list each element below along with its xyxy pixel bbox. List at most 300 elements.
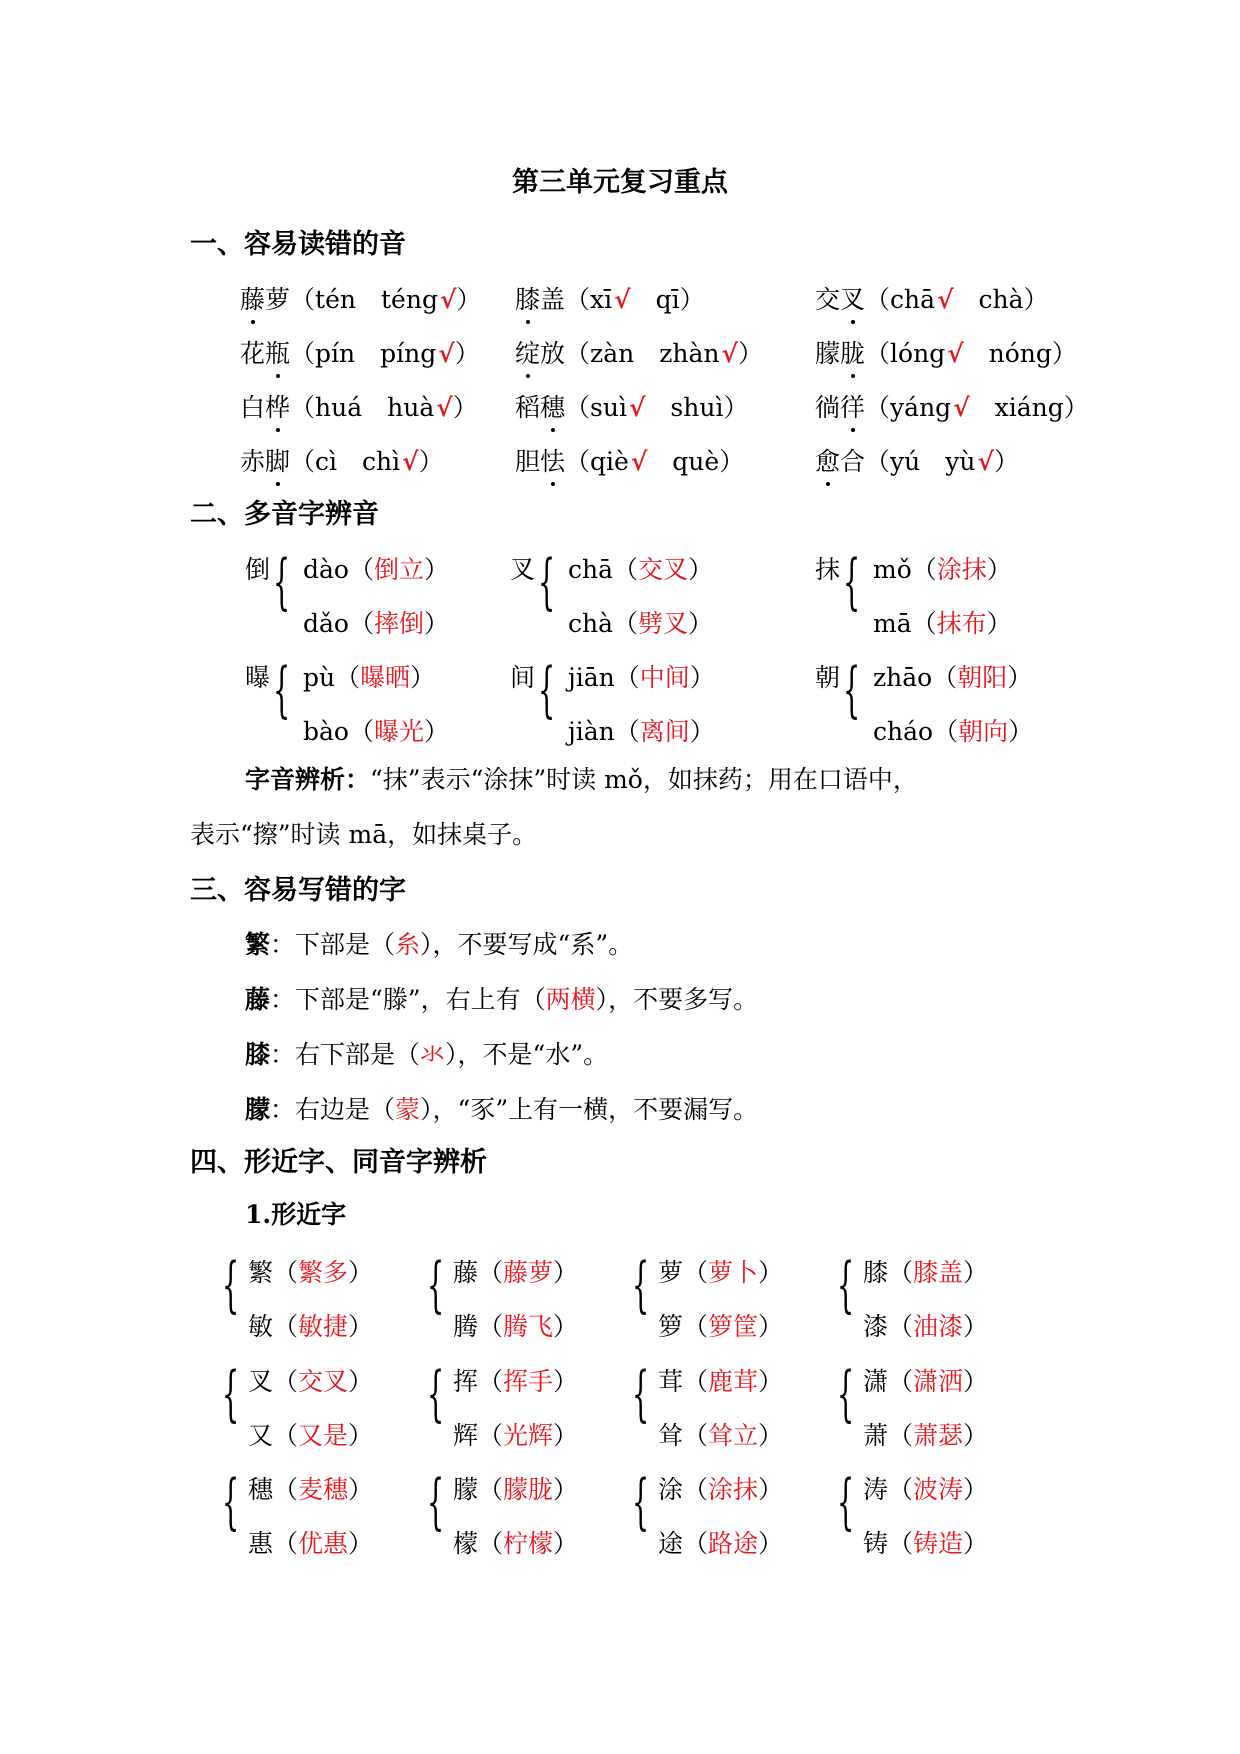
pron-char-2: 胧 <box>840 334 865 370</box>
paren-close: ） <box>688 609 714 638</box>
similar-entry <box>658 1362 783 1398</box>
miswritten-answer: 两横 <box>545 985 596 1014</box>
paren-open: （ <box>933 717 959 746</box>
pron-char-2: 瓶 <box>265 334 290 370</box>
pron-option-2: què <box>672 447 720 476</box>
paren-open: （ <box>348 717 374 746</box>
brace-icon: { <box>632 1359 650 1429</box>
paren-open: （ <box>478 1475 504 1504</box>
similar-entry <box>658 1416 783 1452</box>
paren-close: ） <box>348 1475 374 1504</box>
reading-word: 离间 <box>639 717 690 746</box>
brace-icon: { <box>632 1250 650 1320</box>
reading-word: 交叉 <box>638 555 689 584</box>
brace-icon: { <box>837 1250 855 1320</box>
paren-close: ） <box>454 339 480 368</box>
polyphone-reading <box>873 550 1012 586</box>
paren-open: （ <box>888 1258 914 1287</box>
paren-open: （ <box>613 555 639 584</box>
reading-pinyin: cháo <box>873 717 934 746</box>
similar-entry <box>248 1524 373 1560</box>
spacer <box>362 393 387 422</box>
similar-entry <box>658 1524 783 1560</box>
reading-word: 朝向 <box>958 717 1009 746</box>
similar-char: 腾 <box>453 1312 479 1341</box>
pron-option-1: xī <box>590 285 613 314</box>
brace-icon: { <box>837 1359 855 1429</box>
pron-char-1: 膝 <box>515 280 540 316</box>
similar-char: 惠 <box>248 1529 274 1558</box>
paren-open: （ <box>273 1529 299 1558</box>
similar-char: 漆 <box>863 1312 889 1341</box>
miswritten-text-post: ），不是“水”。 <box>445 1040 609 1069</box>
check-icon: √ <box>953 393 970 422</box>
pron-char-1: 白 <box>240 393 266 422</box>
paren-open: （ <box>614 717 640 746</box>
pron-char-1: 绽 <box>515 334 540 370</box>
similar-char: 又 <box>248 1421 274 1450</box>
similar-char: 叉 <box>248 1367 274 1396</box>
paren-close: ） <box>348 1312 374 1341</box>
paren-open: （ <box>888 1367 914 1396</box>
paren-open: （ <box>273 1367 299 1396</box>
similar-char: 藤 <box>453 1258 479 1287</box>
paren-close: ） <box>963 1475 989 1504</box>
pron-char-2: 穗 <box>540 388 565 424</box>
paren-close: ） <box>986 609 1012 638</box>
paren-close: ） <box>553 1529 579 1558</box>
paren-close: ） <box>1008 717 1034 746</box>
paren-close: ） <box>758 1258 784 1287</box>
brace-icon: { <box>222 1467 240 1537</box>
reading-pinyin: bào <box>303 717 349 746</box>
section-heading-3: 三、容易写错的字 <box>190 875 406 906</box>
reading-word: 朝阳 <box>957 663 1008 692</box>
paren-open: （ <box>932 663 958 692</box>
pron-option-1: zàn <box>590 339 635 368</box>
pron-option-2: shuì <box>670 393 724 422</box>
polyphone-reading <box>568 604 713 640</box>
miswritten-text-pre: ：右下部是（ <box>270 1040 421 1069</box>
paren-close: ） <box>452 393 478 422</box>
similar-char: 萝 <box>658 1258 684 1287</box>
similar-entry <box>863 1362 988 1398</box>
pron-item <box>515 442 744 478</box>
pron-char-1: 胆 <box>515 447 541 476</box>
similar-char: 涛 <box>863 1475 889 1504</box>
paren-open: （ <box>565 447 591 476</box>
pron-item <box>240 334 480 370</box>
similar-word: 箩筐 <box>708 1312 759 1341</box>
paren-close: ） <box>348 1258 374 1287</box>
pron-item <box>240 442 444 478</box>
similar-entry <box>863 1253 988 1289</box>
similar-entry <box>453 1362 578 1398</box>
similar-word: 腾飞 <box>503 1312 554 1341</box>
paren-close: ） <box>424 609 450 638</box>
paren-open: （ <box>865 285 891 314</box>
brace-icon: { <box>843 655 861 725</box>
miswritten-answer: 蒙 <box>395 1095 421 1124</box>
miswritten-item <box>245 1090 758 1126</box>
similar-char: 檬 <box>453 1529 479 1558</box>
miswritten-item <box>245 1035 608 1071</box>
paren-close: ） <box>553 1312 579 1341</box>
paren-close: ） <box>418 447 444 476</box>
similar-entry <box>248 1416 373 1452</box>
similar-char: 涂 <box>658 1475 684 1504</box>
polyphone-char: 朝 <box>815 663 841 692</box>
paren-open: （ <box>865 393 891 422</box>
similar-char: 繁 <box>248 1258 274 1287</box>
paren-open: （ <box>348 609 374 638</box>
paren-close: ） <box>1023 285 1049 314</box>
polyphone-char: 叉 <box>510 555 536 584</box>
similar-char: 潇 <box>863 1367 889 1396</box>
paren-close: ） <box>410 663 436 692</box>
pron-option-2: qī <box>655 285 680 314</box>
similar-word: 繁多 <box>298 1258 349 1287</box>
paren-open: （ <box>888 1475 914 1504</box>
similar-char: 茸 <box>658 1367 684 1396</box>
polyphone-reading <box>303 712 449 748</box>
spacer <box>355 339 380 368</box>
paren-close: ） <box>348 1529 374 1558</box>
similar-word: 柠檬 <box>503 1529 554 1558</box>
pron-char-2: 桦 <box>265 388 290 424</box>
reading-pinyin: dào <box>303 555 349 584</box>
pron-char-2: 盖 <box>540 285 566 314</box>
reading-word: 中间 <box>639 663 690 692</box>
paren-open: （ <box>273 1312 299 1341</box>
polyphone-char: 间 <box>510 663 536 692</box>
pron-char-2: 叉 <box>840 280 865 316</box>
paren-close: ） <box>758 1529 784 1558</box>
check-icon: √ <box>947 339 964 368</box>
pron-item <box>815 280 1049 316</box>
paren-open: （ <box>865 447 891 476</box>
paren-open: （ <box>335 663 361 692</box>
paren-close: ） <box>1063 393 1089 422</box>
paren-close: ） <box>963 1312 989 1341</box>
similar-char: 朦 <box>453 1475 479 1504</box>
paren-open: （ <box>683 1258 709 1287</box>
pron-option-1: chā <box>890 285 936 314</box>
pron-option-2: zhàn <box>659 339 720 368</box>
reading-pinyin: pù <box>303 663 336 692</box>
similar-char: 途 <box>658 1529 684 1558</box>
pron-char-2: 萝 <box>265 285 291 314</box>
pron-char-2: 怯 <box>540 442 565 478</box>
brace-icon: { <box>538 655 556 725</box>
similar-word: 光辉 <box>503 1421 554 1450</box>
check-icon: √ <box>402 447 419 476</box>
pron-option-2: nóng <box>988 339 1052 368</box>
paren-close: ） <box>553 1421 579 1450</box>
check-icon: √ <box>977 447 994 476</box>
reading-word: 曝晒 <box>360 663 411 692</box>
check-icon: √ <box>438 339 455 368</box>
similar-word: 波涛 <box>913 1475 964 1504</box>
paren-open: （ <box>478 1312 504 1341</box>
paren-open: （ <box>290 285 316 314</box>
similar-word: 鹿茸 <box>708 1367 759 1396</box>
pron-item <box>240 280 481 316</box>
paren-open: （ <box>565 339 591 368</box>
similar-entry <box>248 1470 373 1506</box>
paren-open: （ <box>478 1421 504 1450</box>
spacer <box>631 285 656 314</box>
analysis-text-1: “抹”表示“涂抹”时读 mǒ，如抹药；用在口语中， <box>370 765 918 794</box>
reading-pinyin: jiàn <box>568 717 615 746</box>
pron-char-2: 脚 <box>265 442 290 478</box>
spacer <box>954 285 979 314</box>
similar-entry <box>248 1362 373 1398</box>
paren-open: （ <box>911 609 937 638</box>
pron-char-1: 稻 <box>515 393 541 422</box>
check-icon: √ <box>439 285 457 314</box>
paren-close: ） <box>758 1475 784 1504</box>
miswritten-answer: 糸 <box>395 930 421 959</box>
pron-item <box>515 334 763 370</box>
brace-icon: { <box>222 1359 240 1429</box>
similar-entry <box>248 1307 373 1343</box>
pron-char-1: 交 <box>815 285 841 314</box>
check-icon: √ <box>614 285 631 314</box>
paren-open: （ <box>565 393 591 422</box>
paren-close: ） <box>689 717 715 746</box>
miswritten-text-pre: ：下部是“滕”，右上有（ <box>270 985 546 1014</box>
paren-close: ） <box>424 717 450 746</box>
reading-pinyin: mā <box>873 609 912 638</box>
similar-word: 萝卜 <box>708 1258 759 1287</box>
analysis-text-2: 表示“擦”时读 mā，如抹桌子。 <box>190 820 538 849</box>
brace-icon: { <box>427 1467 445 1537</box>
paren-open: （ <box>888 1421 914 1450</box>
paren-open: （ <box>683 1475 709 1504</box>
paren-close: ） <box>723 393 749 422</box>
pron-option-2: huà <box>387 393 435 422</box>
pron-option-1: lóng <box>890 339 946 368</box>
paren-close: ） <box>758 1367 784 1396</box>
reading-pinyin: chà <box>568 609 614 638</box>
miswritten-item <box>245 980 758 1016</box>
paren-open: （ <box>683 1312 709 1341</box>
pron-option-2: chà <box>978 285 1024 314</box>
similar-entry <box>658 1307 783 1343</box>
miswritten-text-post: ），不要多写。 <box>595 985 759 1014</box>
pron-item <box>815 442 1019 478</box>
reading-pinyin: zhāo <box>873 663 933 692</box>
paren-close: ） <box>963 1529 989 1558</box>
reading-pinyin: chā <box>568 555 614 584</box>
paren-open: （ <box>273 1475 299 1504</box>
analysis-line-1 <box>245 760 918 796</box>
miswritten-item <box>245 925 633 961</box>
similar-word: 交叉 <box>298 1367 349 1396</box>
paren-close: ） <box>719 447 745 476</box>
reading-word: 摔倒 <box>373 609 424 638</box>
miswritten-char: 繁 <box>245 930 271 959</box>
similar-entry <box>453 1253 578 1289</box>
similar-word: 潇洒 <box>913 1367 964 1396</box>
miswritten-text-post: ），“豕”上有一横，不要漏写。 <box>420 1095 759 1124</box>
reading-word: 倒立 <box>373 555 424 584</box>
pron-option-1: yú <box>890 447 921 476</box>
paren-open: （ <box>888 1529 914 1558</box>
check-icon: √ <box>721 339 738 368</box>
spacer <box>964 339 989 368</box>
paren-open: （ <box>613 609 639 638</box>
similar-entry <box>658 1470 783 1506</box>
similar-entry <box>658 1253 783 1289</box>
brace-icon: { <box>222 1250 240 1320</box>
pron-char-1: 花 <box>240 339 266 368</box>
polyphone-reading <box>568 712 715 748</box>
pron-char-1: 藤 <box>240 280 265 316</box>
paren-close: ） <box>679 285 705 314</box>
polyphone-reading <box>568 658 715 694</box>
section-heading-4: 四、形近字、同音字辨析 <box>190 1147 487 1178</box>
paren-close: ） <box>758 1312 784 1341</box>
similar-word: 铸造 <box>913 1529 964 1558</box>
subheading-similar: 1.形近字 <box>245 1200 347 1229</box>
analysis-label: 字音辨析： <box>245 765 371 794</box>
similar-word: 藤萝 <box>503 1258 554 1287</box>
polyphone-char: 倒 <box>245 555 271 584</box>
pron-option-2: chì <box>362 447 401 476</box>
spacer <box>920 447 945 476</box>
pron-char-1: 赤 <box>240 447 266 476</box>
check-icon: √ <box>436 393 453 422</box>
spacer <box>634 339 659 368</box>
pron-char-1: 徜 <box>815 393 841 422</box>
reading-word: 抹布 <box>936 609 987 638</box>
paren-close: ） <box>553 1475 579 1504</box>
paren-close: ） <box>689 663 715 692</box>
paren-close: ） <box>758 1421 784 1450</box>
polyphone-reading <box>568 550 713 586</box>
pron-char-2: 放 <box>540 339 566 368</box>
similar-entry <box>863 1416 988 1452</box>
paren-close: ） <box>963 1421 989 1450</box>
spacer <box>356 285 381 314</box>
page-title: 第三单元复习重点 <box>512 167 728 198</box>
pron-option-1: tén <box>315 285 356 314</box>
paren-close: ） <box>737 339 763 368</box>
paren-close: ） <box>348 1367 374 1396</box>
pron-char-2: 合 <box>840 447 866 476</box>
similar-word: 萧瑟 <box>913 1421 964 1450</box>
polyphone-reading <box>303 604 449 640</box>
miswritten-char: 朦 <box>245 1095 271 1124</box>
pron-option-1: suì <box>590 393 627 422</box>
paren-open: （ <box>614 663 640 692</box>
paren-open: （ <box>478 1529 504 1558</box>
paren-open: （ <box>348 555 374 584</box>
spacer <box>337 447 362 476</box>
similar-word: 路途 <box>708 1529 759 1558</box>
brace-icon: { <box>632 1467 650 1537</box>
paren-open: （ <box>290 339 316 368</box>
polyphone-reading <box>873 604 1012 640</box>
paren-open: （ <box>290 393 316 422</box>
brace-icon: { <box>837 1467 855 1537</box>
similar-char: 萧 <box>863 1421 889 1450</box>
similar-char: 挥 <box>453 1367 479 1396</box>
paren-open: （ <box>478 1367 504 1396</box>
miswritten-answer: 氺 <box>420 1040 446 1069</box>
similar-char: 铸 <box>863 1529 889 1558</box>
paren-open: （ <box>290 447 316 476</box>
pron-option-1: pín <box>315 339 356 368</box>
pron-char-1: 朦 <box>815 339 841 368</box>
paren-close: ） <box>993 447 1019 476</box>
similar-entry <box>453 1307 578 1343</box>
paren-close: ） <box>553 1258 579 1287</box>
reading-word: 涂抹 <box>936 555 987 584</box>
paren-open: （ <box>911 555 937 584</box>
paren-open: （ <box>683 1529 709 1558</box>
similar-word: 膝盖 <box>913 1258 964 1287</box>
paren-close: ） <box>456 285 482 314</box>
section-heading-1: 一、容易读错的音 <box>190 229 406 260</box>
pron-option-2: téng <box>381 285 438 314</box>
similar-entry <box>453 1416 578 1452</box>
paren-open: （ <box>565 285 591 314</box>
similar-word: 涂抹 <box>708 1475 759 1504</box>
brace-icon: { <box>427 1359 445 1429</box>
spacer <box>970 393 995 422</box>
paren-close: ） <box>424 555 450 584</box>
similar-entry <box>863 1524 988 1560</box>
brace-icon: { <box>273 655 291 725</box>
reading-pinyin: mǒ <box>873 555 912 584</box>
check-icon: √ <box>937 285 954 314</box>
pron-option-2: xiáng <box>994 393 1064 422</box>
pron-option-1: huá <box>315 393 363 422</box>
paren-open: （ <box>865 339 891 368</box>
similar-char: 穗 <box>248 1475 274 1504</box>
pron-option-1: qiè <box>590 447 629 476</box>
brace-icon: { <box>538 547 556 617</box>
polyphone-reading <box>303 658 435 694</box>
spacer <box>647 447 672 476</box>
pron-item <box>515 280 705 316</box>
reading-word: 劈叉 <box>638 609 689 638</box>
pron-option-1: yáng <box>890 393 952 422</box>
paren-open: （ <box>273 1258 299 1287</box>
paren-open: （ <box>683 1367 709 1396</box>
polyphone-char: 抹 <box>815 555 841 584</box>
pron-char-1: 愈 <box>815 442 840 478</box>
check-icon: √ <box>628 393 646 422</box>
section-heading-2: 二、多音字辨音 <box>190 499 379 530</box>
pron-option-2: píng <box>380 339 437 368</box>
pron-item <box>515 388 748 424</box>
similar-char: 膝 <box>863 1258 889 1287</box>
similar-entry <box>453 1524 578 1560</box>
pron-item <box>240 388 478 424</box>
similar-word: 麦穗 <box>298 1475 349 1504</box>
pron-option-1: cì <box>315 447 338 476</box>
brace-icon: { <box>427 1250 445 1320</box>
brace-icon: { <box>273 547 291 617</box>
paren-open: （ <box>683 1421 709 1450</box>
miswritten-text-pre: ：右边是（ <box>270 1095 396 1124</box>
similar-word: 耸立 <box>708 1421 759 1450</box>
polyphone-reading <box>873 658 1032 694</box>
